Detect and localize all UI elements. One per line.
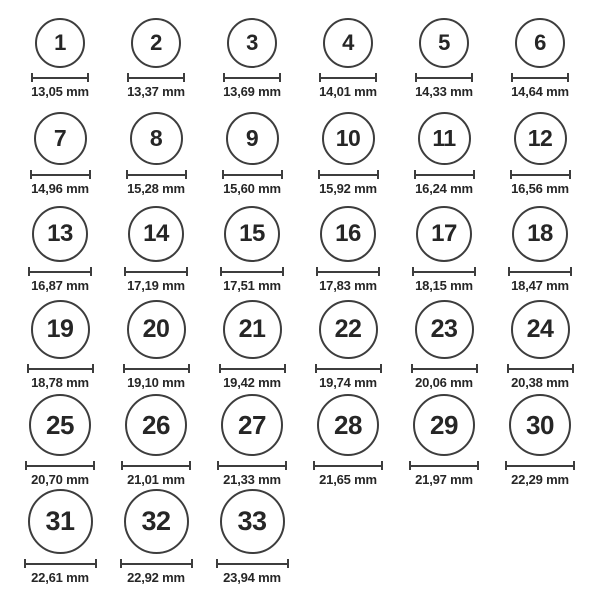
ring-size-item <box>204 392 300 489</box>
diameter-label: 16,24 mm <box>415 181 473 196</box>
diameter-label: 19,10 mm <box>127 375 185 390</box>
chart-row <box>12 101 600 198</box>
diameter-line <box>315 364 382 373</box>
diameter-line <box>126 170 187 179</box>
ring-circle <box>220 489 285 554</box>
ring-size-number: 1 <box>54 30 66 55</box>
diameter-label: 14,96 mm <box>31 181 89 196</box>
ring-size-item <box>492 101 588 198</box>
diameter-label: 17,83 mm <box>319 278 377 293</box>
ring-size-number: 21 <box>238 315 266 343</box>
ring-size-number: 18 <box>527 220 553 247</box>
ring-circle <box>415 300 474 359</box>
ring-size-number: 24 <box>526 315 554 343</box>
ring-size-number: 13 <box>47 220 73 247</box>
diameter-label: 16,87 mm <box>31 278 89 293</box>
ring-circle <box>130 112 183 165</box>
ring-circle <box>32 206 88 262</box>
ring-size-item <box>12 101 108 198</box>
diameter-line <box>414 170 475 179</box>
ring-size-number: 7 <box>53 125 67 151</box>
ring-size-number: 2 <box>150 30 162 55</box>
ring-size-item <box>204 198 300 295</box>
ring-size-number: 30 <box>526 410 554 440</box>
ring-size-item <box>12 4 108 101</box>
diameter-line <box>411 364 478 373</box>
ring-circle <box>125 394 187 456</box>
ring-size-number: 22 <box>334 315 362 343</box>
ring-circle <box>35 18 85 68</box>
ring-size-number: 16 <box>335 220 361 247</box>
ring-size-number: 31 <box>45 506 75 536</box>
diameter-label: 15,92 mm <box>319 181 377 196</box>
ring-size-number: 6 <box>534 30 546 55</box>
ring-circle <box>31 300 90 359</box>
diameter-line <box>124 267 188 276</box>
ring-circle <box>127 300 186 359</box>
chart-row <box>12 198 600 295</box>
ring-circle <box>223 300 282 359</box>
diameter-line <box>511 73 569 82</box>
diameter-line <box>31 73 89 82</box>
diameter-label: 22,92 mm <box>127 570 185 585</box>
diameter-line <box>25 461 95 470</box>
diameter-line <box>510 170 571 179</box>
diameter-line <box>220 267 284 276</box>
ring-size-item <box>12 295 108 392</box>
ring-size-number: 25 <box>46 410 74 440</box>
diameter-line <box>121 461 191 470</box>
diameter-line <box>319 73 377 82</box>
ring-circle <box>128 206 184 262</box>
ring-circle <box>320 206 376 262</box>
ring-size-item <box>396 4 492 101</box>
ring-circle <box>323 18 373 68</box>
diameter-label: 14,33 mm <box>415 84 473 99</box>
chart-row <box>12 295 600 392</box>
ring-circle <box>514 112 567 165</box>
ring-size-item <box>300 4 396 101</box>
diameter-line <box>409 461 479 470</box>
chart-row <box>12 4 600 101</box>
diameter-line <box>415 73 473 82</box>
ring-circle <box>512 206 568 262</box>
diameter-label: 15,60 mm <box>223 181 281 196</box>
ring-circle <box>413 394 475 456</box>
ring-size-item <box>492 295 588 392</box>
ring-size-number: 29 <box>430 410 458 440</box>
ring-size-number: 20 <box>142 315 170 343</box>
ring-size-number: 32 <box>141 506 171 536</box>
diameter-line <box>223 73 281 82</box>
ring-size-item <box>492 4 588 101</box>
diameter-line <box>508 267 572 276</box>
diameter-label: 23,94 mm <box>223 570 281 585</box>
ring-size-item <box>108 4 204 101</box>
ring-circle <box>34 112 87 165</box>
ring-size-number: 14 <box>143 220 169 247</box>
ring-circle <box>28 489 93 554</box>
ring-size-item <box>108 295 204 392</box>
ring-size-item <box>300 198 396 295</box>
ring-size-number: 19 <box>46 315 74 343</box>
diameter-label: 22,61 mm <box>31 570 89 585</box>
ring-size-number: 8 <box>149 125 163 151</box>
ring-size-item <box>300 101 396 198</box>
ring-size-item <box>396 101 492 198</box>
ring-size-number: 15 <box>239 220 265 247</box>
diameter-label: 22,29 mm <box>511 472 569 487</box>
ring-size-item <box>108 198 204 295</box>
diameter-label: 18,78 mm <box>31 375 89 390</box>
ring-circle <box>224 206 280 262</box>
diameter-label: 17,19 mm <box>127 278 185 293</box>
ring-size-item <box>300 392 396 489</box>
diameter-line <box>507 364 574 373</box>
diameter-label: 20,38 mm <box>511 375 569 390</box>
ring-size-item <box>204 4 300 101</box>
diameter-label: 18,15 mm <box>415 278 473 293</box>
ring-circle <box>29 394 91 456</box>
ring-size-item <box>12 489 108 587</box>
diameter-label: 21,65 mm <box>319 472 377 487</box>
ring-circle <box>131 18 181 68</box>
diameter-line <box>412 267 476 276</box>
diameter-line <box>313 461 383 470</box>
diameter-line <box>28 267 92 276</box>
ring-circle <box>221 394 283 456</box>
ring-size-item <box>396 198 492 295</box>
diameter-label: 18,47 mm <box>511 278 569 293</box>
ring-circle <box>322 112 375 165</box>
ring-circle <box>124 489 189 554</box>
ring-size-number: 5 <box>438 30 450 55</box>
diameter-line <box>217 461 287 470</box>
diameter-line <box>120 559 193 568</box>
ring-circle <box>226 112 279 165</box>
ring-size-number: 9 <box>245 125 259 151</box>
ring-size-item <box>204 489 300 587</box>
diameter-label: 14,64 mm <box>511 84 569 99</box>
ring-size-number: 27 <box>238 410 266 440</box>
diameter-line <box>318 170 379 179</box>
ring-size-number: 28 <box>334 410 362 440</box>
diameter-label: 14,01 mm <box>319 84 377 99</box>
diameter-label: 17,51 mm <box>223 278 281 293</box>
diameter-label: 19,42 mm <box>223 375 281 390</box>
ring-size-item <box>204 101 300 198</box>
ring-size-number: 4 <box>342 30 354 55</box>
diameter-line <box>316 267 380 276</box>
ring-size-item <box>396 392 492 489</box>
ring-circle <box>515 18 565 68</box>
diameter-label: 13,05 mm <box>31 84 89 99</box>
ring-circle <box>319 300 378 359</box>
diameter-label: 20,70 mm <box>31 472 89 487</box>
ring-size-item <box>492 198 588 295</box>
diameter-line <box>127 73 185 82</box>
ring-size-item <box>396 295 492 392</box>
ring-circle <box>227 18 277 68</box>
diameter-line <box>24 559 97 568</box>
diameter-label: 16,56 mm <box>511 181 569 196</box>
diameter-line <box>219 364 286 373</box>
diameter-label: 20,06 mm <box>415 375 473 390</box>
diameter-line <box>123 364 190 373</box>
ring-circle <box>509 394 571 456</box>
ring-size-number: 26 <box>142 410 170 440</box>
diameter-label: 21,33 mm <box>223 472 281 487</box>
ring-size-item <box>12 198 108 295</box>
ring-circle <box>511 300 570 359</box>
diameter-line <box>505 461 575 470</box>
ring-size-number: 33 <box>237 506 267 536</box>
ring-size-number: 23 <box>430 315 458 343</box>
ring-circle <box>419 18 469 68</box>
diameter-label: 15,28 mm <box>127 181 185 196</box>
ring-size-item <box>492 392 588 489</box>
ring-size-number: 10 <box>335 125 361 151</box>
diameter-line <box>27 364 94 373</box>
ring-size-item <box>204 295 300 392</box>
diameter-label: 21,97 mm <box>415 472 473 487</box>
ring-size-number: 12 <box>527 125 553 151</box>
diameter-label: 13,69 mm <box>223 84 281 99</box>
diameter-label: 21,01 mm <box>127 472 185 487</box>
chart-row <box>12 392 600 489</box>
diameter-line <box>222 170 283 179</box>
ring-size-item <box>12 392 108 489</box>
diameter-label: 19,74 mm <box>319 375 377 390</box>
diameter-line <box>30 170 91 179</box>
chart-row <box>12 489 600 586</box>
ring-size-number: 11 <box>432 125 456 151</box>
ring-circle <box>317 394 379 456</box>
ring-size-item <box>108 101 204 198</box>
diameter-label: 13,37 mm <box>127 84 185 99</box>
ring-circle <box>418 112 471 165</box>
ring-circle <box>416 206 472 262</box>
ring-size-number: 3 <box>246 30 258 55</box>
diameter-line <box>216 559 289 568</box>
ring-size-number: 17 <box>431 220 457 247</box>
ring-size-item <box>108 392 204 489</box>
ring-size-item <box>300 295 396 392</box>
ring-size-item <box>108 489 204 587</box>
